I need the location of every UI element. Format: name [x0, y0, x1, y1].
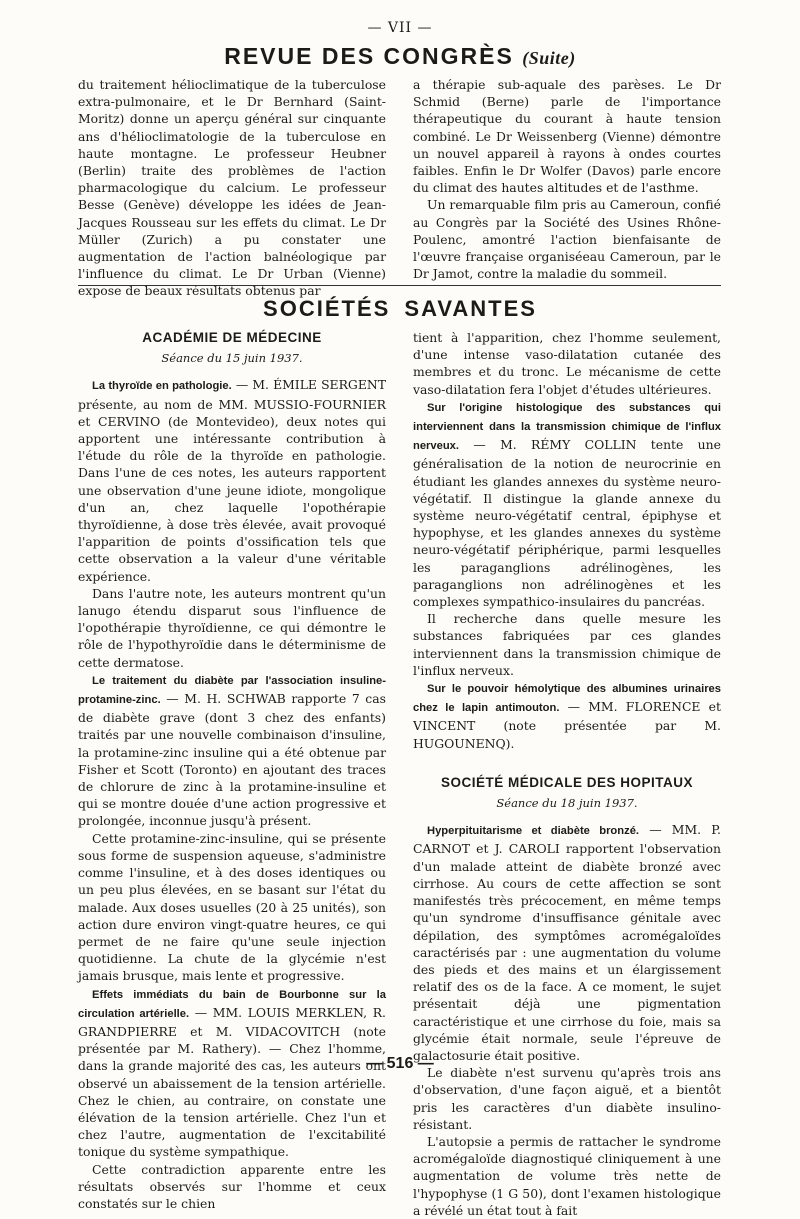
- paragraph: Dans l'autre note, les auteurs montrent qu'un lanugo étendu disparut sous l'influence de l'opothérapie thyroïdienne, ce qui démontre le rôle de l'hypothyroïdie dans le déterminisme de cette dermatose.: [78, 585, 386, 670]
- article-lead: Sur le pouvoir hémolytique des albumines urinaires chez le lapin antimouton.: [413, 683, 721, 715]
- article-lead: La thyroïde en pathologie.: [92, 380, 232, 393]
- academie-column: [78, 329, 386, 1212]
- article-lead: Hyperpituitarisme et diabète bronzé.: [427, 825, 640, 838]
- paragraph: a thérapie sub-aquale des parèses. Le Dr Schmid (Berne) parle de l'importance thérapeutique du courant à haute tension combiné. Le Dr Weissenberg (Vienne) démontre un nouvel appareil à rayons à ondes courtes faibles. Enfin le Dr Wolfer (Davos) parle encore du climat des hautes altitudes et de l'asthme.: [413, 77, 721, 196]
- paragraph: Cette contradiction apparente entre les résultats observés sur l'homme et ceux constatés sur le chien: [78, 1161, 386, 1211]
- section-divider: [78, 285, 721, 286]
- title-text: REVUE DES CONGRÈS: [224, 43, 514, 69]
- paragraph: tient à l'apparition, chez l'homme seulement, d'une intense vaso-dilatation cutanée des membres et du tronc. Le mécanisme de cette vaso-dilatation fera l'objet d'études ultérieures.: [413, 330, 721, 397]
- article-text: — MM. P. CARNOT et J. CAROLI rapportent l'observation d'un malade atteint de diabète bronzé avec cirrhose. Au cours de cette affection se sont manifestés très précocement, en même temps qu'un syndrome d'insuffisance génitale avec dépilation, des symptômes acromégaloïdes caractérisés par : une augmentation du volume des pieds et des mains et un élargissement relatif des os de la face. A ce moment, le sujet présentait déjà une pigmentation caractéristique et une cirrhose du foie, mais sa glycémie était normale, seule l'épreuve de galactosurie était positive.: [413, 822, 721, 1063]
- paragraph: Le diabète n'est survenu qu'après trois ans d'observation, d'une façon aiguë, et a bientôt pris les caractères d'un diabète insulino-résistant.: [413, 1065, 721, 1132]
- article-diabete: [78, 671, 386, 830]
- hopitaux-heading: SOCIÉTÉ MÉDICALE DES HOPITAUX: [440, 774, 694, 790]
- journal-section-title: [0, 43, 800, 70]
- article-text: présente, au nom de MM. MUSSIO-FOURNIER et CERVINO (de Montevideo), deux notes qui apportent une intéressante contribution à l'étude du rôle de la thyroïde en pathologie. Dans l'une de ces notes, les auteurs rapportent une observation d'une jeune idiote, mongolique d'un an, chez laquelle l'opothérapie thyroïdienne, à dose très élevée, avait provoqué l'apparition de points d'ossification tels que cette observation a la valeur d'une véritable expérience.: [78, 396, 386, 584]
- paragraph: Cette protamine-zinc-insuline, qui se présente sous forme de suspension aqueuse, s'administre comme l'insuline, et à des doses identiques ou un peu plus élevées, en se basant sur l'état du malade. Aux doses usuelles (20 à 25 unités), son action dure environ vingt-quatre heures, ce qui permet de ne faire qu'une seule injection quotidienne. La chute de la glycémie n'est jamais brusque, mais lente et progressive.: [78, 830, 386, 984]
- societes-savantes-title: SOCIÉTÉS SAVANTES: [263, 296, 537, 321]
- right-column: [413, 329, 721, 1219]
- seance-date: Séance du 18 juin 1937.: [496, 796, 638, 811]
- paragraph: Il recherche dans quelle mesure les substances fabriquées par ces glandes interviennent dans la transmission chimique de l'influx nerveux.: [413, 611, 721, 678]
- article-text: — MM. FLORENCE et VINCENT (note présentée par M. HUGOUNENQ).: [413, 699, 721, 751]
- seance-date: Séance du 15 juin 1937.: [161, 351, 303, 366]
- title-suffix: (Suite): [522, 48, 576, 68]
- page-number: — 516 —: [366, 1055, 434, 1072]
- article-lead: Effets immédiats du bain de Bourbonne sur la circulation artérielle.: [78, 988, 386, 1020]
- academie-heading: ACADÉMIE DE MÉDECINE: [142, 330, 322, 345]
- paragraph: L'autopsie a permis de rattacher le syndrome acromégaloïde diagnostiqué cliniquement à une augmentation de volume très nette de l'hypophyse (1 G 50), dont l'examen histologique a révélé un état tout à fait: [413, 1133, 721, 1218]
- congres-right-column: [413, 76, 721, 282]
- page-roman-numeral: — VII —: [367, 20, 433, 36]
- article-thyroide: [78, 376, 386, 584]
- article-lead: Sur l'origine histologique des substances qui interviennent dans la transmission chimique de l'influx nerveux.: [413, 401, 721, 453]
- congres-left-column: [78, 76, 386, 300]
- article-lead: Le traitement du diabète par l'association insuline-protamine-zinc.: [78, 674, 386, 707]
- article-text: — M. H. SCHWAB rapporte 7 cas de diabète grave (dont 3 chez des enfants) traités par une nouvelle combinaison d'insuline, la protamine-zinc insuline qui a été obtenue par Fisher et Scott (Toronto) en ajoutant des traces de chlorure de zinc à la protamine-insuline et qui se montre douée d'une action progressive et prolongée, inconnue jusqu'à présent.: [78, 691, 386, 829]
- article-hyperpituitarisme: [413, 821, 721, 1064]
- paragraph: Un remarquable film pris au Cameroun, confié au Congrès par la Société des Usines Rhône-Poulenc, amontré l'action bienfaisante de l'œuvre française organiséeau Cameroun, par le Dr Jamot, contre la maladie du sommeil.: [413, 197, 721, 282]
- article-hemolytique: [413, 679, 721, 752]
- article-text: — MM. LOUIS MERKLEN, R. GRANDPIERRE et M. VIDACOVITCH (note présentée par M. Rathery). — Chez l'homme, dans la grande majorité des cas, les auteurs ont observé un abaissement de la tension artérielle. Chez le chien, au contraire, on constate une élévation de la tension artérielle. Chez l'un et chez l'autre, augmentation de l'excitabilité tonique du système sympathique.: [78, 1004, 386, 1160]
- article-origine-histologique: [413, 398, 721, 610]
- paragraph: du traitement hélioclimatique de la tuberculose extra-pulmonaire, et le Dr Bernhard (Saint-Moritz) donne un aperçu général sur cinquante ans d'hélioclimatologie de la tuberculose en haute montagne. Le professeur Heubner (Berlin) traite des problèmes de l'action pharmacologique du calcium. Le professeur Besse (Genève) développe les idées de Jean-Jacques Rousseau sur les effets du climat. Le Dr Müller (Zurich) a pu constater une augmentation de l'action balnéologique par l'influence du climat. Le Dr Urban (Vienne) expose de beaux résultats obtenus par: [78, 77, 386, 299]
- article-author: — M. ÉMILE SERGENT: [235, 377, 386, 393]
- article-text: — M. RÉMY COLLIN tente une généralisation de la notion de neurocrinie en étudiant les glandes annexes du système neuro-végétatif. Il distingue la glande annexe du système neuro-végétatif central, épiphyse et hypophyse, et les glandes annexes du système neuro-végétatif périphérique, parmi lesquelles les paraganglions adrélinogènes, les paraganglions non adrélinogènes et les complexes sympathico-insulaires du pancréas.: [413, 437, 721, 610]
